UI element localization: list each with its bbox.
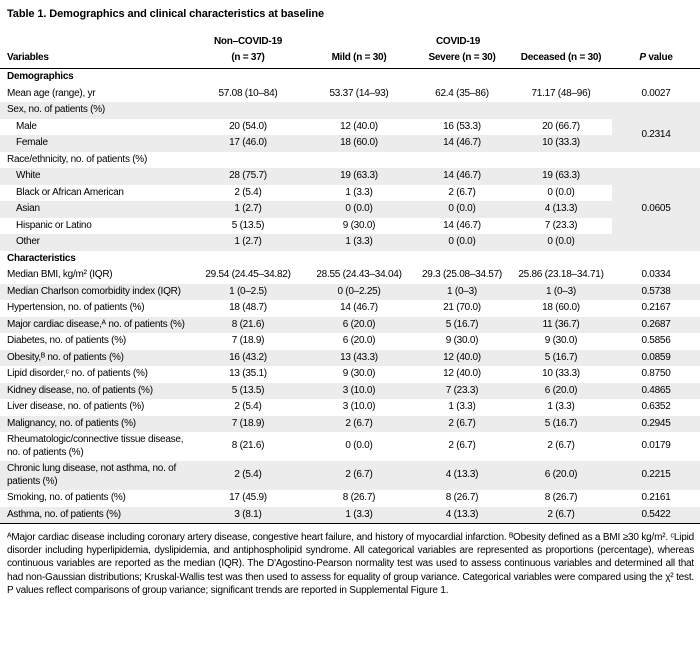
value-cell: 18 (48.7) xyxy=(229,302,267,313)
p-value-cell: 0.2945 xyxy=(612,416,700,433)
value-cell: 2 (6.7) xyxy=(448,440,476,452)
value-cell: 9 (30.0) xyxy=(342,219,376,231)
value-cell: 3 (10.0) xyxy=(342,401,376,412)
value-cell: 4 (13.3) xyxy=(414,461,510,490)
value-cell: 7 (18.9) xyxy=(231,335,265,346)
value-cell: 2 (6.7) xyxy=(448,186,476,198)
group-header-spacer xyxy=(0,33,192,50)
section-row xyxy=(0,251,700,268)
row-label: Asian xyxy=(0,201,192,218)
p-value-cell: 0.0859 xyxy=(612,350,700,367)
row-label: Rheumatologic/connective tissue disease, no. of patients (%) xyxy=(7,434,184,458)
value-cell: 0 (0.0) xyxy=(510,234,612,251)
value-cell: 20 (54.0) xyxy=(229,120,267,132)
section-label: Characteristics xyxy=(7,252,76,264)
table-title: Table 1. Demographics and clinical characteristics at baseline xyxy=(7,8,325,20)
group-header-spacer-right xyxy=(612,33,700,50)
p-value-cell: 0.5422 xyxy=(612,507,700,524)
value-cell: 11 (36.7) xyxy=(510,317,612,334)
data-row xyxy=(0,366,700,383)
value-cell: 2 (5.4) xyxy=(234,401,262,412)
p-value-cell: 0.4865 xyxy=(612,383,700,400)
value-cell: 8 (21.6) xyxy=(231,440,265,452)
row-label: White xyxy=(0,168,192,185)
value-cell: 2 (5.4) xyxy=(192,461,304,490)
data-row xyxy=(0,267,700,284)
row-label: Asthma, no. of patients (%) xyxy=(0,507,192,524)
p-value-cell: 0.8750 xyxy=(641,368,671,379)
data-row xyxy=(0,284,700,301)
value-cell: 10 (33.3) xyxy=(542,368,580,379)
p-value-cell: 0.0605 xyxy=(612,168,700,251)
value-cell: 25.86 (23.18–34.71) xyxy=(518,269,604,280)
value-cell: 0 (0.0) xyxy=(414,201,510,218)
value-cell: 1 (2.7) xyxy=(192,201,304,218)
data-row xyxy=(0,399,700,416)
value-cell: 8 (26.7) xyxy=(445,492,479,503)
value-cell: 20 (66.7) xyxy=(542,120,580,132)
value-cell: 29.3 (25.08–34.57) xyxy=(421,269,502,280)
row-label: Black or African American xyxy=(16,186,124,198)
p-value-cell: 0.2167 xyxy=(641,302,671,313)
table-body xyxy=(0,69,700,524)
value-cell: 14 (46.7) xyxy=(414,168,510,185)
group-row xyxy=(0,152,700,169)
value-cell: 28 (75.7) xyxy=(192,168,304,185)
col-header-severe: Severe (n = 30) xyxy=(414,50,510,69)
value-cell: 5 (13.5) xyxy=(192,383,304,400)
value-cell: 57.08 (10–84) xyxy=(218,87,278,99)
value-cell: 21 (70.0) xyxy=(443,302,481,313)
value-cell: 8 (21.6) xyxy=(192,317,304,334)
value-cell: 1 (3.3) xyxy=(304,507,414,524)
row-label: Malignancy, no. of patients (%) xyxy=(0,416,192,433)
value-cell: 0 (0.0) xyxy=(414,234,510,251)
table-footnote: ᴬMajor cardiac disease including coronary artery disease, congestive heart failure, and history of myocardial infarction. ᴮObesity defined as a BMI ≥30 kg/m². ᶜLipid disorder including hyperlipidemia, dyslipidemia, and antiphospholipid syndrome. All categorical variables are represented as proportions (percentage), whereas continuous variables are reported as the median (IQR). The D'Agostino-Pearson normality test was used to assess continuous variables and determined all that had non-Gaussian distributions; Kruskal-Wallis test was then used to assess for equality of group variance. Categorical variables were compared using the χ² test. P values reflect comparisons of group variance; significant trends are reported in Supplemental Figure 1. xyxy=(7,532,694,596)
col-header-variables: Variables xyxy=(0,50,192,69)
p-value-cell: 0.6352 xyxy=(641,401,671,412)
p-value-cell: 0.0334 xyxy=(641,269,671,280)
value-cell: 0 (0–2.25) xyxy=(304,284,414,301)
data-row xyxy=(0,234,700,251)
column-header-row xyxy=(0,50,700,69)
value-cell: 0 (0.0) xyxy=(547,186,575,198)
data-row xyxy=(0,218,700,235)
data-row xyxy=(0,507,700,524)
value-cell: 53.37 (14–93) xyxy=(329,87,389,99)
value-cell: 2 (6.7) xyxy=(304,416,414,433)
value-cell: 1 (0–2.5) xyxy=(192,284,304,301)
value-cell: 1 (3.3) xyxy=(345,186,373,198)
value-cell: 10 (33.3) xyxy=(510,135,612,152)
value-cell: 6 (20.0) xyxy=(342,335,376,346)
value-cell: 29.54 (24.45–34.82) xyxy=(205,269,291,280)
p-value-cell: 0.5856 xyxy=(641,335,671,346)
data-row xyxy=(0,300,700,317)
data-row xyxy=(0,201,700,218)
value-cell: 2 (6.7) xyxy=(304,461,414,490)
value-cell: 12 (40.0) xyxy=(414,350,510,367)
data-row xyxy=(0,432,700,461)
row-label: Lipid disorder,ᶜ no. of patients (%) xyxy=(7,368,148,379)
value-cell: 1 (0–3) xyxy=(510,284,612,301)
value-cell: 0 (0.0) xyxy=(304,201,414,218)
value-cell: 7 (23.3) xyxy=(544,219,578,231)
table-header xyxy=(0,33,700,69)
value-cell: 14 (46.7) xyxy=(340,302,378,313)
group-row xyxy=(0,102,700,119)
col-header-p-value: P value xyxy=(612,50,700,69)
p-value-cell: 0.5738 xyxy=(612,284,700,301)
data-row xyxy=(0,168,700,185)
value-cell: 17 (46.0) xyxy=(192,135,304,152)
row-label: Liver disease, no. of patients (%) xyxy=(7,401,145,412)
p-value-cell: 0.2215 xyxy=(612,461,700,490)
group-label: Race/ethnicity, no. of patients (%) xyxy=(7,153,148,165)
p-value-cell: 0.2161 xyxy=(641,492,671,503)
p-value-cell: 0.2314 xyxy=(612,119,700,152)
value-cell: 12 (40.0) xyxy=(443,368,481,379)
value-cell: 19 (63.3) xyxy=(304,168,414,185)
data-row xyxy=(0,119,700,136)
value-cell: 19 (63.3) xyxy=(510,168,612,185)
row-label: Other xyxy=(0,234,192,251)
row-label: Smoking, no. of patients (%) xyxy=(7,492,126,503)
group-header-covid: COVID-19 xyxy=(435,36,481,47)
col-header-mild: Mild (n = 30) xyxy=(304,50,414,69)
value-cell: 16 (43.2) xyxy=(192,350,304,367)
value-cell: 1 (2.7) xyxy=(192,234,304,251)
value-cell: 28.55 (24.43–34.04) xyxy=(316,269,402,280)
value-cell: 6 (20.0) xyxy=(510,461,612,490)
row-label: Diabetes, no. of patients (%) xyxy=(7,335,126,346)
value-cell: 2 (6.7) xyxy=(414,416,510,433)
data-row xyxy=(0,350,700,367)
p-value-cell: 0.2687 xyxy=(612,317,700,334)
value-cell: 2 (5.4) xyxy=(234,186,262,198)
p-value-cell: 0.0179 xyxy=(641,440,671,452)
value-cell: 3 (10.0) xyxy=(304,383,414,400)
row-label: Median Charlson comorbidity index (IQR) xyxy=(0,284,192,301)
value-cell: 8 (26.7) xyxy=(544,492,578,503)
baseline-characteristics-table xyxy=(0,33,700,524)
value-cell: 9 (30.0) xyxy=(544,335,578,346)
value-cell: 18 (60.0) xyxy=(304,135,414,152)
value-cell: 18 (60.0) xyxy=(542,302,580,313)
value-cell: 2 (6.7) xyxy=(510,507,612,524)
value-cell: 6 (20.0) xyxy=(304,317,414,334)
value-cell: 1 (3.3) xyxy=(547,401,575,412)
data-row xyxy=(0,317,700,334)
value-cell: 71.17 (48–96) xyxy=(531,87,591,99)
value-cell: 1 (3.3) xyxy=(448,401,476,412)
section-row xyxy=(0,69,700,86)
value-cell: 5 (16.7) xyxy=(414,317,510,334)
group-header-non-covid: Non–COVID-19 xyxy=(213,36,283,47)
value-cell: 13 (35.1) xyxy=(229,368,267,379)
col-header-deceased: Deceased (n = 30) xyxy=(510,50,612,69)
data-row xyxy=(0,185,700,202)
p-value-cell: 0.0027 xyxy=(641,87,671,99)
row-label: Hispanic or Latino xyxy=(16,219,92,231)
row-label: Median BMI, kg/m² (IQR) xyxy=(7,269,113,280)
section-label: Demographics xyxy=(7,71,74,82)
data-row xyxy=(0,383,700,400)
value-cell: 0 (0.0) xyxy=(345,440,373,452)
data-row xyxy=(0,135,700,152)
value-cell: 4 (13.3) xyxy=(414,507,510,524)
value-cell: 13 (43.3) xyxy=(304,350,414,367)
row-label: Mean age (range), yr xyxy=(7,87,96,99)
row-label: Major cardiac disease,ᴬ no. of patients (%) xyxy=(0,317,192,334)
row-label: Kidney disease, no. of patients (%) xyxy=(0,383,192,400)
value-cell: 14 (46.7) xyxy=(443,219,481,231)
value-cell: 6 (20.0) xyxy=(510,383,612,400)
value-cell: 1 (0–3) xyxy=(414,284,510,301)
value-cell: 1 (3.3) xyxy=(304,234,414,251)
data-row xyxy=(0,333,700,350)
value-cell: 5 (16.7) xyxy=(510,416,612,433)
group-header-row xyxy=(0,33,700,50)
value-cell: 5 (13.5) xyxy=(231,219,265,231)
value-cell: 9 (30.0) xyxy=(342,368,376,379)
value-cell: 3 (8.1) xyxy=(192,507,304,524)
value-cell: 16 (53.3) xyxy=(443,120,481,132)
value-cell: 17 (45.9) xyxy=(229,492,267,503)
data-row xyxy=(0,416,700,433)
value-cell: 4 (13.3) xyxy=(510,201,612,218)
col-header-non-covid-n: (n = 37) xyxy=(192,50,304,69)
data-row xyxy=(0,490,700,507)
value-cell: 14 (46.7) xyxy=(414,135,510,152)
data-row xyxy=(0,86,700,103)
row-label: Obesity,ᴮ no. of patients (%) xyxy=(0,350,192,367)
value-cell: 12 (40.0) xyxy=(340,120,378,132)
row-label: Male xyxy=(16,120,37,132)
data-row xyxy=(0,461,700,490)
value-cell: 7 (23.3) xyxy=(414,383,510,400)
value-cell: 9 (30.0) xyxy=(445,335,479,346)
value-cell: 2 (6.7) xyxy=(547,440,575,452)
value-cell: 5 (16.7) xyxy=(510,350,612,367)
row-label: Chronic lung disease, not asthma, no. of patients (%) xyxy=(0,461,192,490)
row-label: Female xyxy=(0,135,192,152)
value-cell: 62.4 (35–86) xyxy=(435,87,489,99)
group-label: Sex, no. of patients (%) xyxy=(0,102,700,119)
value-cell: 7 (18.9) xyxy=(192,416,304,433)
row-label: Hypertension, no. of patients (%) xyxy=(7,302,145,313)
value-cell: 8 (26.7) xyxy=(342,492,376,503)
